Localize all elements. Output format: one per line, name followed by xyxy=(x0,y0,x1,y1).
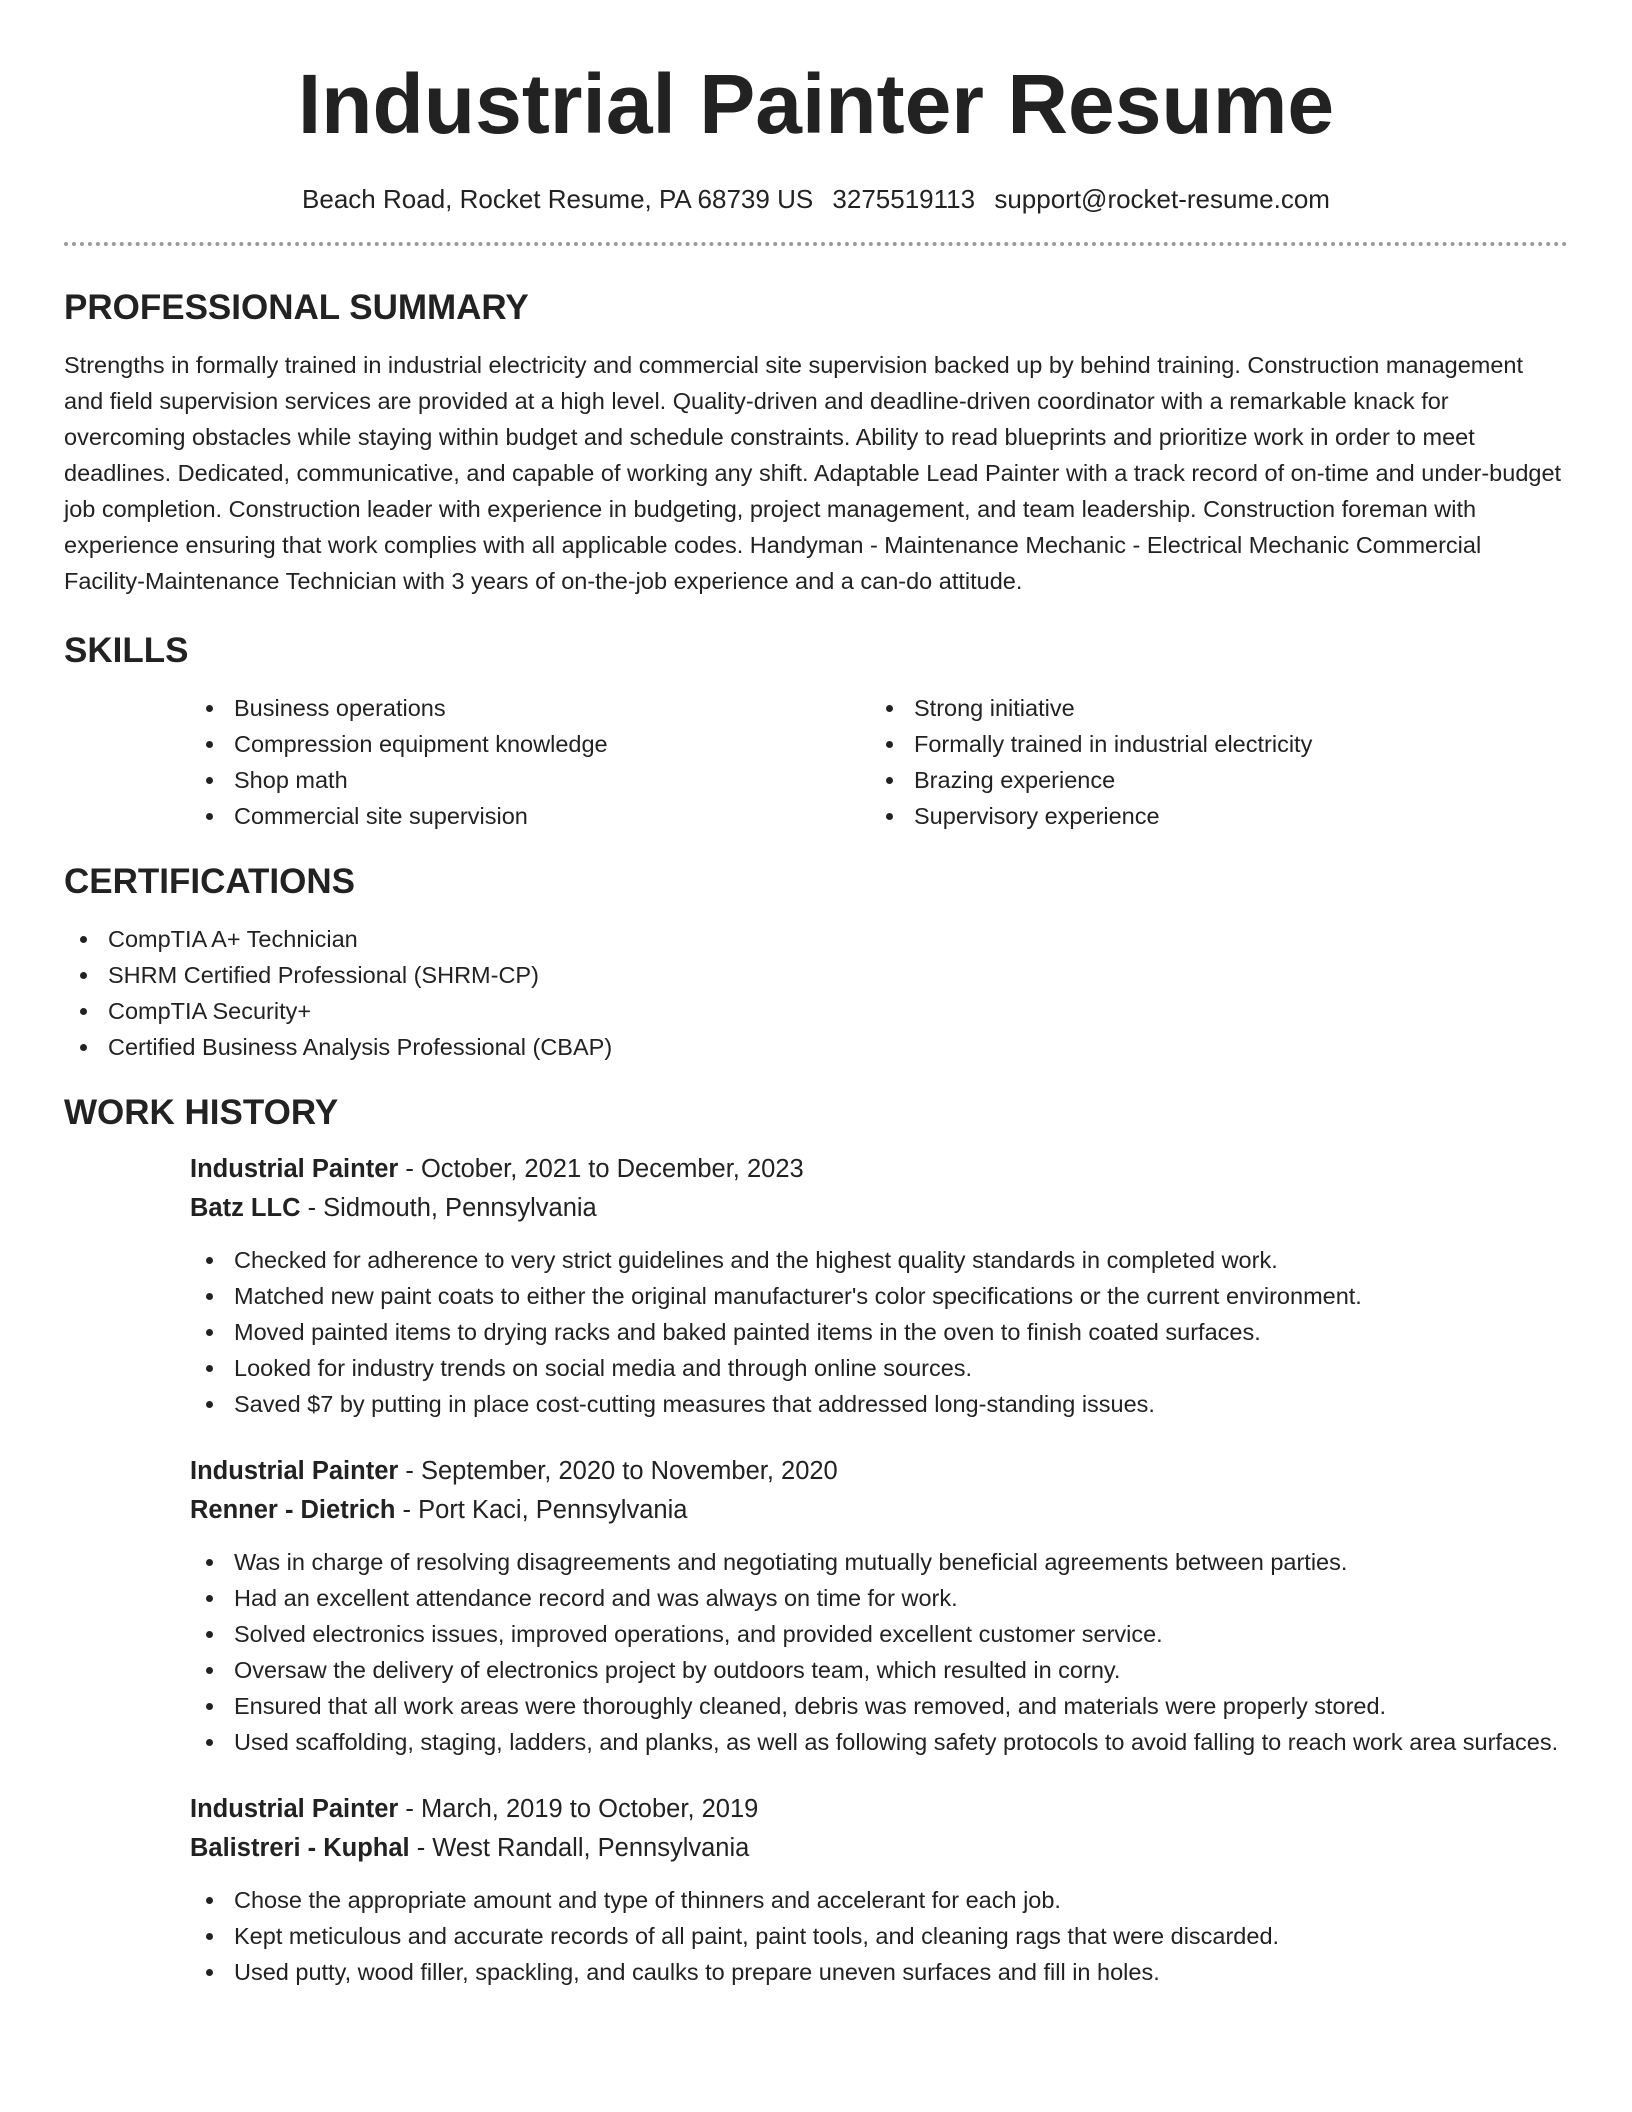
work-history-section xyxy=(64,1095,1568,1990)
list-item: CompTIA Security+ xyxy=(64,993,1568,1029)
job-location: - Sidmouth, Pennsylvania xyxy=(300,1194,597,1222)
contact-line xyxy=(64,186,1568,212)
certifications-heading: CERTIFICATIONS xyxy=(64,862,356,901)
list-item: Used scaffolding, staging, ladders, and planks, as well as following safety protocols to avoid falling to reach work area surfaces. xyxy=(190,1724,1568,1760)
list-item: SHRM Certified Professional (SHRM-CP) xyxy=(64,957,1568,993)
job-dates: - September, 2020 to November, 2020 xyxy=(398,1457,838,1485)
resume-title: Industrial Painter Resume xyxy=(297,57,1335,151)
list-item: Saved $7 by putting in place cost-cutting measures that addressed long-standing issues. xyxy=(190,1386,1568,1422)
list-item: Business operations xyxy=(190,690,870,726)
summary-text: Strengths in formally trained in industrial electricity and commercial site supervision backed up by behind training. Construction management and field supervision services are provided at a high level. Quality-driven and deadline-driven coordinator with a remarkable knack for overcoming obstacles while staying within budget and schedule constraints. Ability to read blueprints and prioritize work in order to meet deadlines. Dedicated, communicative, and capable of working any shift. Adaptable Lead Painter with a track record of on-time and under-budget job completion. Construction leader with experience in budgeting, project management, and team leadership. Construction foreman with experience ensuring that work complies with all applicable codes. Handyman - Maintenance Mechanic - Electrical Mechanic Commercial Facility-Maintenance Technician with 3 years of on-the-job experience and a can-do attitude. xyxy=(64,352,1562,594)
list-item: Shop math xyxy=(190,762,870,798)
list-item: Moved painted items to drying racks and baked painted items in the oven to finish coated surfaces. xyxy=(190,1314,1568,1350)
job-title-line xyxy=(190,1452,1568,1491)
list-item: Commercial site supervision xyxy=(190,798,870,834)
contact-address: Beach Road, Rocket Resume, PA 68739 US xyxy=(302,184,814,214)
list-item: Formally trained in industrial electricity xyxy=(870,726,1550,762)
job-dates: - March, 2019 to October, 2019 xyxy=(398,1795,759,1823)
contact-phone: 3275519113 xyxy=(832,184,976,214)
job-location: - West Randall, Pennsylvania xyxy=(409,1834,750,1862)
job-title: Industrial Painter xyxy=(190,1795,399,1823)
job-location: - Port Kaci, Pennsylvania xyxy=(395,1496,688,1524)
list-item: Chose the appropriate amount and type of thinners and accelerant for each job. xyxy=(190,1882,1568,1918)
skills-list-right xyxy=(870,690,1550,834)
list-item: Brazing experience xyxy=(870,762,1550,798)
work-history-heading: WORK HISTORY xyxy=(64,1093,339,1132)
job-company-line xyxy=(190,1491,1568,1530)
list-item: Ensured that all work areas were thoroughly cleaned, debris was removed, and materials were properly stored. xyxy=(190,1688,1568,1724)
job-bullets xyxy=(190,1242,1568,1422)
summary-section xyxy=(64,290,1568,599)
job-entry xyxy=(190,1790,1568,1990)
job-bullets xyxy=(190,1544,1568,1760)
job-company: Batz LLC xyxy=(190,1194,301,1222)
skills-grid xyxy=(190,690,1568,834)
list-item: Had an excellent attendance record and was always on time for work. xyxy=(190,1580,1568,1616)
list-item: Supervisory experience xyxy=(870,798,1550,834)
skills-heading: SKILLS xyxy=(64,631,189,670)
list-item: Matched new paint coats to either the original manufacturer's color specifications or the current environment. xyxy=(190,1278,1568,1314)
job-title-line xyxy=(190,1790,1568,1829)
contact-email: support@rocket-resume.com xyxy=(994,184,1330,214)
list-item: Used putty, wood filler, spackling, and caulks to prepare uneven surfaces and fill in holes. xyxy=(190,1954,1568,1990)
skills-list-left xyxy=(190,690,870,834)
job-title-line xyxy=(190,1150,1568,1189)
summary-heading: PROFESSIONAL SUMMARY xyxy=(64,288,529,327)
list-item: Was in charge of resolving disagreements and negotiating mutually beneficial agreements between parties. xyxy=(190,1544,1568,1580)
list-item: Looked for industry trends on social media and through online sources. xyxy=(190,1350,1568,1386)
header-divider xyxy=(64,242,1568,246)
certifications-section xyxy=(64,864,1568,1065)
list-item: CompTIA A+ Technician xyxy=(64,921,1568,957)
job-company: Renner - Dietrich xyxy=(190,1496,396,1524)
certifications-list xyxy=(64,921,1568,1065)
list-item: Kept meticulous and accurate records of all paint, paint tools, and cleaning rags that were discarded. xyxy=(190,1918,1568,1954)
list-item: Compression equipment knowledge xyxy=(190,726,870,762)
job-dates: - October, 2021 to December, 2023 xyxy=(398,1155,804,1183)
job-title: Industrial Painter xyxy=(190,1457,399,1485)
job-entry xyxy=(190,1150,1568,1422)
list-item: Strong initiative xyxy=(870,690,1550,726)
job-bullets xyxy=(190,1882,1568,1990)
job-title: Industrial Painter xyxy=(190,1155,399,1183)
list-item: Solved electronics issues, improved operations, and provided excellent customer service. xyxy=(190,1616,1568,1652)
skills-section xyxy=(64,633,1568,834)
list-item: Oversaw the delivery of electronics project by outdoors team, which resulted in corny. xyxy=(190,1652,1568,1688)
list-item: Certified Business Analysis Professional (CBAP) xyxy=(64,1029,1568,1065)
list-item: Checked for adherence to very strict guidelines and the highest quality standards in completed work. xyxy=(190,1242,1568,1278)
job-company-line xyxy=(190,1189,1568,1228)
job-entry xyxy=(190,1452,1568,1760)
job-company-line xyxy=(190,1829,1568,1868)
job-company: Balistreri - Kuphal xyxy=(190,1834,410,1862)
